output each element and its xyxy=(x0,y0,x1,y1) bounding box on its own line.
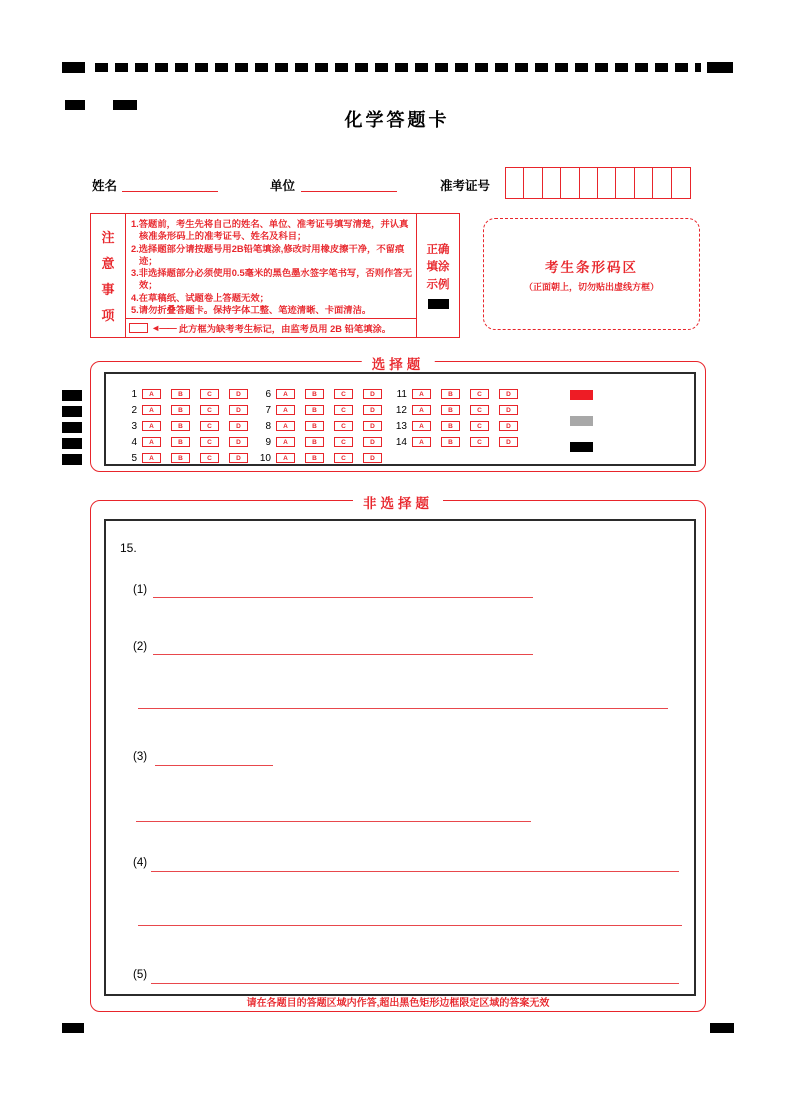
question-number: 9 xyxy=(265,436,271,448)
bubble-q6-d[interactable]: D xyxy=(363,389,382,399)
question-row-7 xyxy=(254,402,392,418)
bubble-q4-a[interactable]: A xyxy=(142,437,161,447)
question-row-12 xyxy=(390,402,528,418)
bubble-q3-a[interactable]: A xyxy=(142,421,161,431)
bubble-q4-b[interactable]: B xyxy=(171,437,190,447)
bubble-q8-c[interactable]: C xyxy=(334,421,353,431)
question-number: 2 xyxy=(131,404,137,416)
part-label-4: (4) xyxy=(133,857,148,869)
fill-example-panel xyxy=(417,214,459,337)
barcode-area xyxy=(483,218,700,330)
bubble-q5-d[interactable]: D xyxy=(229,453,248,463)
answer-line-extra-1[interactable] xyxy=(138,708,668,709)
question-row-2 xyxy=(120,402,258,418)
black-example-swatch xyxy=(570,442,593,452)
bubble-q8-d[interactable]: D xyxy=(363,421,382,431)
part-label-5: (5) xyxy=(133,969,148,981)
answer-line-extra-3[interactable] xyxy=(138,925,682,926)
question-number: 5 xyxy=(131,452,137,464)
bubble-q7-b[interactable]: B xyxy=(305,405,324,415)
bubble-q10-d[interactable]: D xyxy=(363,453,382,463)
bubble-q7-c[interactable]: C xyxy=(334,405,353,415)
bubble-q12-b[interactable]: B xyxy=(441,405,460,415)
name-input-line[interactable] xyxy=(122,176,218,192)
notice-item: 3.非选择题部分必须使用0.5毫米的黑色墨水签字笔书写，否则作答无效； xyxy=(131,268,412,291)
footer-warning-note: 请在各题目的答题区域内作答,超出黑色矩形边框限定区域的答案无效 xyxy=(246,998,550,1009)
exam-no-cell[interactable] xyxy=(505,167,525,199)
unit-label: 单位 xyxy=(270,179,296,193)
question-row-14 xyxy=(390,434,528,450)
bubble-q12-d[interactable]: D xyxy=(499,405,518,415)
barcode-subtitle: （正面朝上，切勿贴出虚线方框） xyxy=(523,281,659,292)
question-row-4 xyxy=(120,434,258,450)
bubble-q6-a[interactable]: A xyxy=(276,389,295,399)
answer-line-part-5[interactable] xyxy=(151,983,679,984)
page-title: 化学答题卡 xyxy=(344,110,450,130)
bubble-q10-c[interactable]: C xyxy=(334,453,353,463)
question-number: 6 xyxy=(265,388,271,400)
answer-line-part-4[interactable] xyxy=(151,871,679,872)
notice-side-char: 项 xyxy=(101,308,115,323)
bubble-q7-d[interactable]: D xyxy=(363,405,382,415)
exam-no-label: 准考证号 xyxy=(440,179,491,193)
bubble-q11-c[interactable]: C xyxy=(470,389,489,399)
question-number: 1 xyxy=(131,388,137,400)
corner-mark-bottom-left xyxy=(62,1023,84,1033)
notice-item: 2.选择题部分请按题号用2B铅笔填涂,修改时用橡皮擦干净，不留痕迹； xyxy=(131,243,405,266)
exam-no-grid xyxy=(505,167,691,199)
bubble-q14-b[interactable]: B xyxy=(441,437,460,447)
bubble-q13-d[interactable]: D xyxy=(499,421,518,431)
exam-no-cell[interactable] xyxy=(634,167,654,199)
bubble-q11-d[interactable]: D xyxy=(499,389,518,399)
question-number: 11 xyxy=(396,388,407,400)
absent-row xyxy=(126,319,416,337)
question-number: 3 xyxy=(131,420,137,432)
part-label-2: (2) xyxy=(133,641,148,653)
exam-no-cell[interactable] xyxy=(615,167,635,199)
bubble-q14-d[interactable]: D xyxy=(499,437,518,447)
question-number: 8 xyxy=(265,420,271,432)
exam-no-cell[interactable] xyxy=(671,167,691,199)
exam-no-cell[interactable] xyxy=(560,167,580,199)
question-number: 4 xyxy=(131,436,137,448)
bubble-q3-d[interactable]: D xyxy=(229,421,248,431)
bubble-q1-b[interactable]: B xyxy=(171,389,190,399)
fill-example-label: 正确 填涂 示例 xyxy=(426,244,450,291)
bubble-q8-a[interactable]: A xyxy=(276,421,295,431)
question-number: 12 xyxy=(395,404,407,416)
question-number: 10 xyxy=(259,452,271,464)
bubble-q4-c[interactable]: C xyxy=(200,437,219,447)
question-row-10 xyxy=(254,450,392,466)
corner-mark-top-right xyxy=(707,62,733,73)
bubble-q12-c[interactable]: C xyxy=(470,405,489,415)
question-row-1 xyxy=(120,386,258,402)
bubble-q8-b[interactable]: B xyxy=(305,421,324,431)
fill-example-swatch xyxy=(428,299,449,309)
red-example-swatch xyxy=(570,390,593,400)
bubble-q10-a[interactable]: A xyxy=(276,453,295,463)
question-number: 13 xyxy=(395,420,407,432)
absent-checkbox[interactable] xyxy=(129,323,148,333)
bubble-q7-a[interactable]: A xyxy=(276,405,295,415)
subjective-section xyxy=(90,496,706,1012)
bubble-q12-a[interactable]: A xyxy=(412,405,431,415)
unit-input-line[interactable] xyxy=(301,176,397,192)
answer-line-part-1[interactable] xyxy=(153,597,533,598)
bubble-q6-b[interactable]: B xyxy=(305,389,324,399)
bubble-q11-a[interactable]: A xyxy=(412,389,431,399)
exam-no-cell[interactable] xyxy=(523,167,543,199)
notice-side-label xyxy=(91,214,126,337)
part-label-1: (1) xyxy=(133,584,148,596)
bubble-q9-b[interactable]: B xyxy=(305,437,324,447)
notice-items xyxy=(126,214,416,319)
row-timing-mark xyxy=(62,422,82,433)
notice-side-char: 意 xyxy=(101,256,115,271)
notice-item: 4.在草稿纸、试题卷上答题无效； xyxy=(131,292,269,303)
gray-example-swatch xyxy=(570,416,593,426)
row-timing-mark xyxy=(62,454,82,465)
bubble-q5-c[interactable]: C xyxy=(200,453,219,463)
question-row-11 xyxy=(390,386,528,402)
corner-mark-bottom-right xyxy=(710,1023,734,1033)
question-row-3 xyxy=(120,418,258,434)
bubble-q1-a[interactable]: A xyxy=(142,389,161,399)
exam-no-cell[interactable] xyxy=(542,167,562,199)
choice-section xyxy=(90,357,706,472)
answer-line-part-2[interactable] xyxy=(153,654,533,655)
absent-note: 此方框为缺考考生标记，由监考员用 2B 铅笔填涂。 xyxy=(178,324,392,335)
choice-column xyxy=(390,386,528,450)
timing-marks-top xyxy=(95,63,701,72)
bubble-q3-c[interactable]: C xyxy=(200,421,219,431)
bubble-q6-c[interactable]: C xyxy=(334,389,353,399)
bubble-q13-a[interactable]: A xyxy=(412,421,431,431)
answer-line-extra-2[interactable] xyxy=(136,821,531,822)
question-number: 14 xyxy=(395,436,407,448)
choice-column xyxy=(120,386,258,466)
question-row-6 xyxy=(254,386,392,402)
part-label-3: (3) xyxy=(133,751,148,763)
notice-item: 5.请勿折叠答题卡。保持字体工整、笔迹清晰、卡面清洁。 xyxy=(131,304,372,315)
notice-box xyxy=(90,213,460,338)
bubble-q13-b[interactable]: B xyxy=(441,421,460,431)
question-number: 7 xyxy=(265,404,271,416)
question-15-number: 15. xyxy=(120,541,137,555)
notice-item: 1.答题前，考生先将自己的姓名、单位、准考证号填写清楚，并认真核准条形码上的准考证号、姓名及科目； xyxy=(131,219,409,242)
bubble-q2-b[interactable]: B xyxy=(171,405,190,415)
subjective-section-title: 非选择题 xyxy=(353,492,443,512)
bubble-q10-b[interactable]: B xyxy=(305,453,324,463)
choice-section-title: 选择题 xyxy=(362,353,435,373)
bubble-q2-c[interactable]: C xyxy=(200,405,219,415)
bubble-q1-d[interactable]: D xyxy=(229,389,248,399)
bubble-q2-a[interactable]: A xyxy=(142,405,161,415)
bubble-q4-d[interactable]: D xyxy=(229,437,248,447)
bubble-q14-c[interactable]: C xyxy=(470,437,489,447)
notice-main xyxy=(126,214,417,337)
notice-side-char: 注 xyxy=(101,230,115,245)
bubble-q5-b[interactable]: B xyxy=(171,453,190,463)
question-row-8 xyxy=(254,418,392,434)
question-row-5 xyxy=(120,450,258,466)
bubble-q9-c[interactable]: C xyxy=(334,437,353,447)
barcode-title: 考生条形码区 xyxy=(545,259,638,275)
choice-column xyxy=(254,386,392,466)
row-timing-mark xyxy=(62,406,82,417)
subjective-answer-area xyxy=(104,519,696,996)
question-row-13 xyxy=(390,418,528,434)
exam-no-cell[interactable] xyxy=(652,167,672,199)
exam-no-cell[interactable] xyxy=(579,167,599,199)
row-timing-mark xyxy=(62,390,82,401)
bubble-q14-a[interactable]: A xyxy=(412,437,431,447)
bubble-q9-d[interactable]: D xyxy=(363,437,382,447)
bubble-q3-b[interactable]: B xyxy=(171,421,190,431)
bubble-q5-a[interactable]: A xyxy=(142,453,161,463)
choice-answer-grid xyxy=(104,372,696,466)
bubble-q11-b[interactable]: B xyxy=(441,389,460,399)
question-row-9 xyxy=(254,434,392,450)
arrow-left-icon: ◄—— xyxy=(151,323,176,334)
bubble-q9-a[interactable]: A xyxy=(276,437,295,447)
bubble-q1-c[interactable]: C xyxy=(200,389,219,399)
row-timing-mark xyxy=(62,438,82,449)
bubble-q13-c[interactable]: C xyxy=(470,421,489,431)
corner-mark-top-left xyxy=(62,62,85,73)
bubble-q2-d[interactable]: D xyxy=(229,405,248,415)
notice-side-char: 事 xyxy=(101,282,115,297)
answer-line-part-3[interactable] xyxy=(155,765,273,766)
name-label: 姓名 xyxy=(92,179,118,193)
exam-no-cell[interactable] xyxy=(597,167,617,199)
